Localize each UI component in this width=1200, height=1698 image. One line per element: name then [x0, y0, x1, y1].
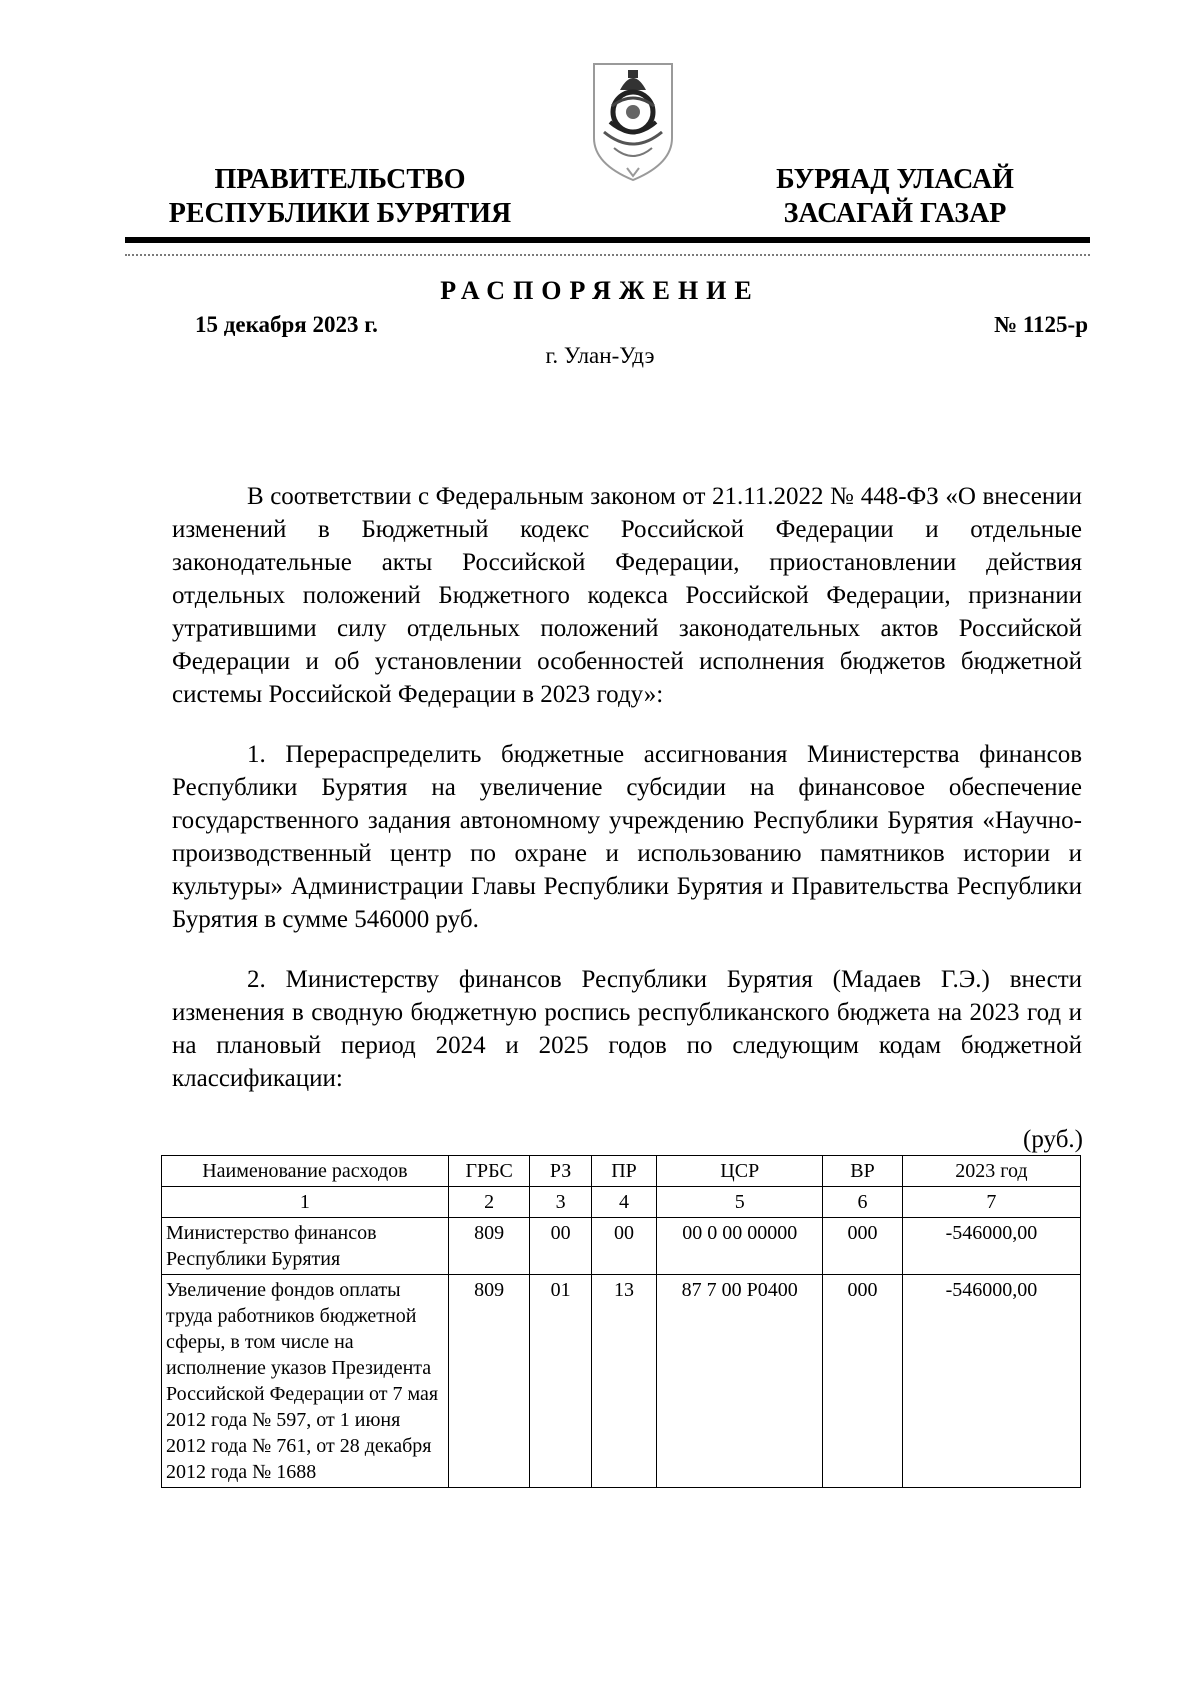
row-grbs-cell: 809 — [448, 1218, 530, 1275]
item-2-paragraph: 2. Министерству финансов Республики Бурятия (Мадаев Г.Э.) внести изменения в сводную бюджетную роспись республиканского бюджета на 2023 год и на плановый период 2024 и 2025 годов по следующим кодам бюджетной классификации: — [172, 966, 1082, 1092]
document-city: г. Улан-Удэ — [545, 343, 655, 368]
table-row — [162, 1218, 1081, 1275]
row-name-cell: Увеличение фондов оплаты труда работников бюджетной сферы, в том числе на исполнение указов Президента Российской Федерации от 7 мая 2012 года № 597, от 1 июня 2012 года № 761, от 28 декабря 2012 года № 1688 — [162, 1275, 449, 1488]
header-cell-vr: ВР — [823, 1156, 903, 1187]
org-name-russian-line1: ПРАВИТЕЛЬСТВО — [214, 164, 466, 195]
row-csr-cell: 00 0 00 00000 — [657, 1218, 823, 1275]
header-cell-pr: ПР — [591, 1156, 656, 1187]
column-number-cell: 6 — [823, 1187, 903, 1218]
column-number-cell: 4 — [591, 1187, 656, 1218]
row-grbs-cell: 809 — [448, 1275, 530, 1488]
row-pr-cell: 00 — [591, 1218, 656, 1275]
column-number-cell: 1 — [162, 1187, 449, 1218]
column-number-cell: 7 — [902, 1187, 1080, 1218]
org-name-buryat — [740, 163, 1050, 231]
table-row — [162, 1275, 1081, 1488]
row-vr-cell: 000 — [823, 1275, 903, 1488]
org-name-russian — [150, 163, 530, 231]
row-rz-cell: 01 — [530, 1275, 591, 1488]
document-date: 15 декабря 2023 г. — [195, 312, 378, 337]
row-name-cell: Министерство финансов Республики Бурятия — [162, 1218, 449, 1275]
org-name-russian-line2: РЕСПУБЛИКИ БУРЯТИЯ — [168, 198, 512, 229]
org-name-buryat-line2: ЗАСАГАЙ ГАЗАР — [783, 198, 1007, 229]
header-cell-year: 2023 год — [902, 1156, 1080, 1187]
row-vr-cell: 000 — [823, 1218, 903, 1275]
preamble-paragraph: В соответствии с Федеральным законом от 21.11.2022 № 448-ФЗ «О внесении изменений в Бюджетный кодекс Российской Федерации и отдельные законодательные акты Российской Федерации, приостановлении действия отдельных положений Бюджетного кодекса Российской Федерации, признании утратившими силу отдельных положений законодательных актов Российской Федерации и об установлении особенностей исполнения бюджетов бюджетной системы Российской Федерации в 2023 году»: — [172, 483, 1082, 708]
coat-of-arms-icon — [590, 60, 676, 184]
table-header-row — [162, 1156, 1081, 1187]
row-rz-cell: 00 — [530, 1218, 591, 1275]
row-amount-cell: -546000,00 — [902, 1218, 1080, 1275]
org-name-buryat-line1: БУРЯАД УЛАСАЙ — [776, 164, 1014, 195]
header-cell-grbs: ГРБС — [448, 1156, 530, 1187]
item-1-paragraph: 1. Перераспределить бюджетные ассигнования Министерства финансов Республики Бурятия на увеличение субсидии на финансовое обеспечение государственного задания автономному учреждению Республики Бурятия «Научно-производственный центр по охране и использованию памятников истории и культуры» Администрации Главы Республики Бурятия и Правительства Республики Бурятия в сумме 546000 руб. — [172, 741, 1082, 933]
row-pr-cell: 13 — [591, 1275, 656, 1488]
table-column-numbers-row — [162, 1187, 1081, 1218]
header-cell-name: Наименование расходов — [162, 1156, 449, 1187]
row-amount-cell: -546000,00 — [902, 1275, 1080, 1488]
document-number: № 1125-р — [993, 312, 1088, 337]
budget-table — [161, 1155, 1081, 1488]
row-csr-cell: 87 7 00 Р0400 — [657, 1275, 823, 1488]
header-cell-csr: ЦСР — [657, 1156, 823, 1187]
header-divider-thick — [125, 237, 1090, 243]
column-number-cell: 3 — [530, 1187, 591, 1218]
column-number-cell: 5 — [657, 1187, 823, 1218]
document-type: РАСПОРЯЖЕНИЕ — [440, 276, 760, 305]
header-cell-rz: РЗ — [530, 1156, 591, 1187]
column-number-cell: 2 — [448, 1187, 530, 1218]
table-unit-label: (руб.) — [1023, 1126, 1083, 1153]
header-divider-thin — [125, 254, 1090, 256]
